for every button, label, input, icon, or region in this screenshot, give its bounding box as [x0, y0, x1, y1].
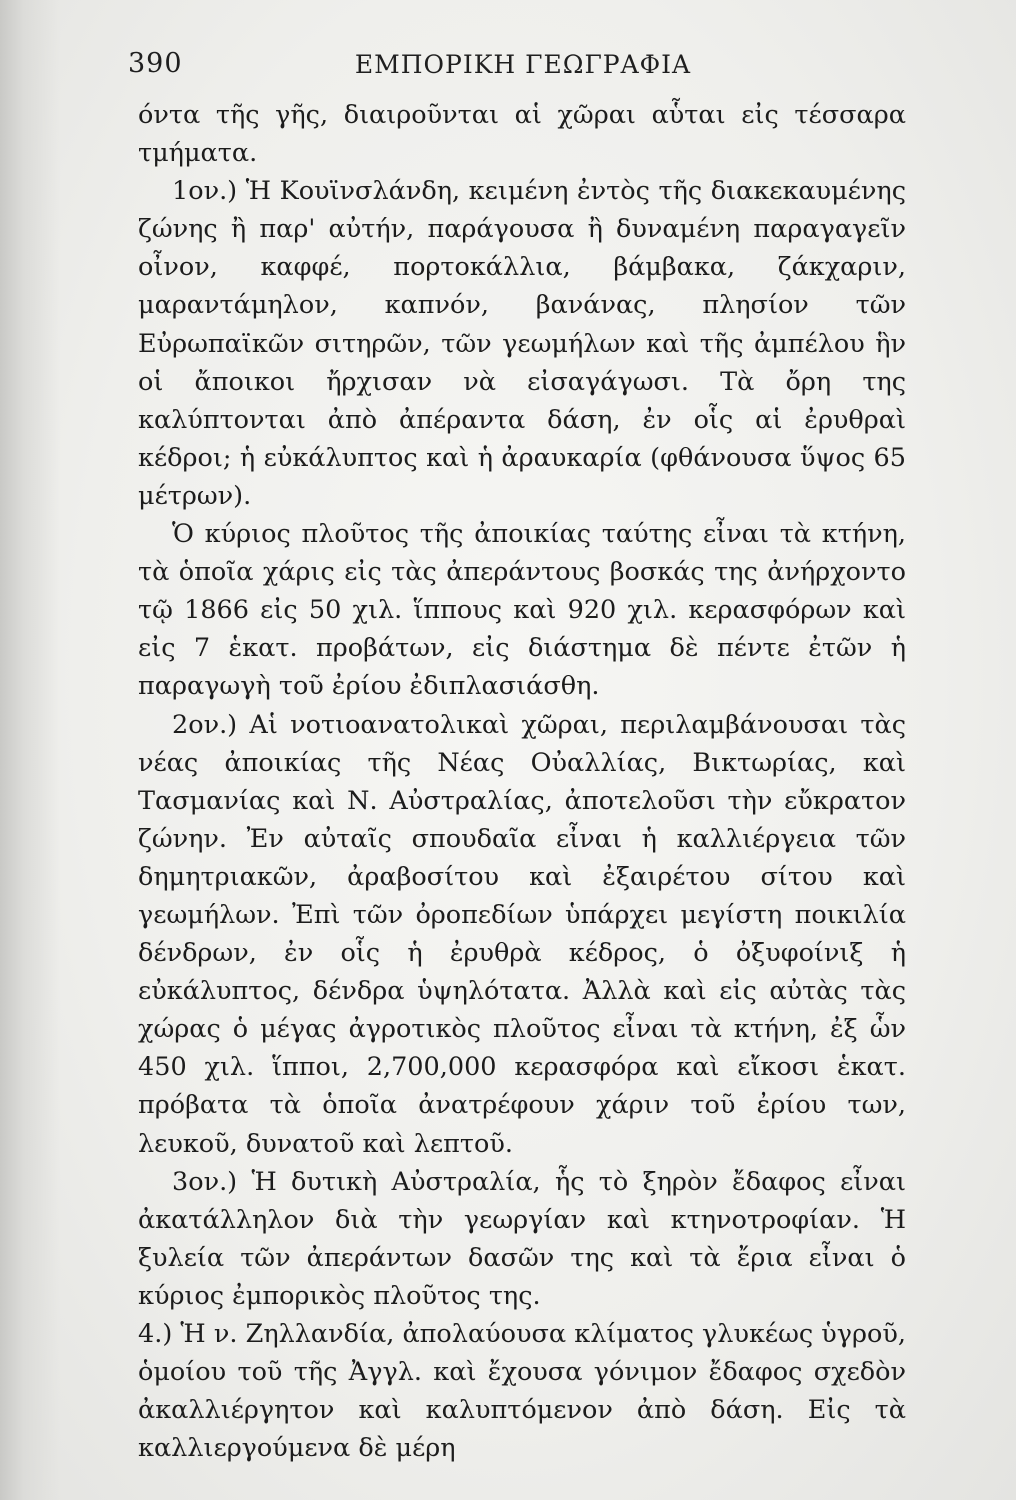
paragraph-section-1 — [138, 172, 906, 515]
section-number: 3ον.) — [172, 1166, 238, 1197]
body-text — [138, 96, 906, 1467]
page-number: 390 — [128, 48, 183, 79]
paragraph-section-2 — [138, 706, 906, 1163]
paragraph-livestock — [138, 515, 906, 705]
page-gutter-shadow — [0, 0, 60, 1500]
running-title: ΕΜΠΟΡΙΚΗ ΓΕΩΓΡΑΦΙΑ — [354, 50, 692, 79]
paragraph-text: Ἡ Κουϊνσλάνδη, κειμένη ἐντὸς τῆς διακεκαυμένης ζώνης ἢ παρ' αὐτήν, παράγουσα ἢ δυναμένη παραγαγεῖν οἶνον, καφφέ, πορτοκάλλια, βάμβακα, ζάκχαριν, μαραντάμηλον, καπνόν, βανάνας, πλησίον τῶν Εὐρωπαϊκῶν σιτηρῶν, τῶν γεωμήλων καὶ τῆς ἀμπέλου ἣν οἱ ἄποικοι ἤρχισαν νὰ εἰσαγάγωσι. Τὰ ὄρη της καλύπτονται ἀπὸ ἀπέραντα δάση, ἐν οἷς αἱ ἐρυθραὶ κέδροι; ἡ εὐκάλυπτος καὶ ἡ ἀραυκαρία (φθάνουσα ὕψος 65 μέτρων). — [138, 176, 906, 511]
section-number: 1ον.) — [172, 176, 238, 207]
paragraph-section-4 — [138, 1315, 906, 1467]
paragraph-text: Ἡ δυτικὴ Αὐστραλία, ἧς τὸ ξηρὸν ἔδαφος εἶναι ἀκατάλληλον διὰ τὴν γεωργίαν καὶ κτηνοτροφίαν. Ἡ ξυλεία τῶν ἀπεράντων δασῶν της καὶ τὰ ἔρια εἶναι ὁ κύριος ἐμπορικὸς πλοῦτος της. — [138, 1166, 907, 1311]
page-header — [0, 48, 1016, 88]
section-number: 2ον.) — [172, 709, 238, 740]
section-number: 4.) — [138, 1319, 173, 1349]
paragraph-text: όντα τῆς γῆς, διαιροῦνται αἱ χῶραι αὗται εἰς τέσσαρα τμήματα. — [138, 100, 906, 169]
paragraph-text: Ἡ ν. Ζηλλανδία, ἀπολαύουσα κλίματος γλυκέως ὑγροῦ, ὁμοίου τοῦ τῆς Ἀγγλ. καὶ ἔχουσα γόνιμον ἔδαφος σχεδὸν ἀκαλλιέργητον καὶ καλυπτόμενον ἀπὸ δάση. Εἰς τὰ καλλιεργούμενα δὲ μέρη — [138, 1319, 907, 1464]
paragraph-section-3 — [138, 1163, 906, 1315]
paragraph-text: Αἱ νοτιοανατολικαὶ χῶραι, περιλαμβάνουσαι τὰς νέας ἀποικίας τῆς Νέας Οὐαλλίας, Βικτωρίας, καὶ Τασμανίας καὶ Ν. Αὐστραλίας, ἀποτελοῦσι τὴν εὔκρατον ζώνην. Ἐν αὐταῖς σπουδαῖα εἶναι ἡ καλλιέργεια τῶν δημητριακῶν, ἀραβοσίτου καὶ ἐξαιρέτου σίτου καὶ γεωμήλων. Ἐπὶ τῶν ὀροπεδίων ὑπάρχει μεγίστη ποικιλία δένδρων, ἐν οἷς ἡ ἐρυθρὰ κέδρος, ὁ ὀξυφοίνιξ ἡ εὐκάλυπτος, δένδρα ὑψηλότατα. Ἀλλὰ καὶ εἰς αὐτὰς τὰς χώρας ὁ μέγας ἀγροτικὸς πλοῦτος εἶναι τὰ κτήνη, ἐξ ὧν 450 χιλ. ἵπποι, 2,700,000 κερασφόρα καὶ εἴκοσι ἑκατ. πρόβατα τὰ ὁποῖα ἀνατρέφουν χάριν τοῦ ἐρίου των, λευκοῦ, δυνατοῦ καὶ λεπτοῦ. — [138, 709, 906, 1159]
paragraph-text: Ὁ κύριος πλοῦτος τῆς ἀποικίας ταύτης εἶναι τὰ κτήνη, τὰ ὁποῖα χάρις εἰς τὰς ἀπεράντους βοσκάς της ἀνήρχοντο τῷ 1866 εἰς 50 χιλ. ἵππους καὶ 920 χιλ. κερασφόρων καὶ εἰς 7 ἑκατ. προβάτων, εἰς διάστημα δὲ πέντε ἐτῶν ἡ παραγωγὴ τοῦ ἐρίου ἐδιπλασιάσθη. — [138, 519, 906, 702]
paragraph-continuation — [138, 96, 906, 172]
